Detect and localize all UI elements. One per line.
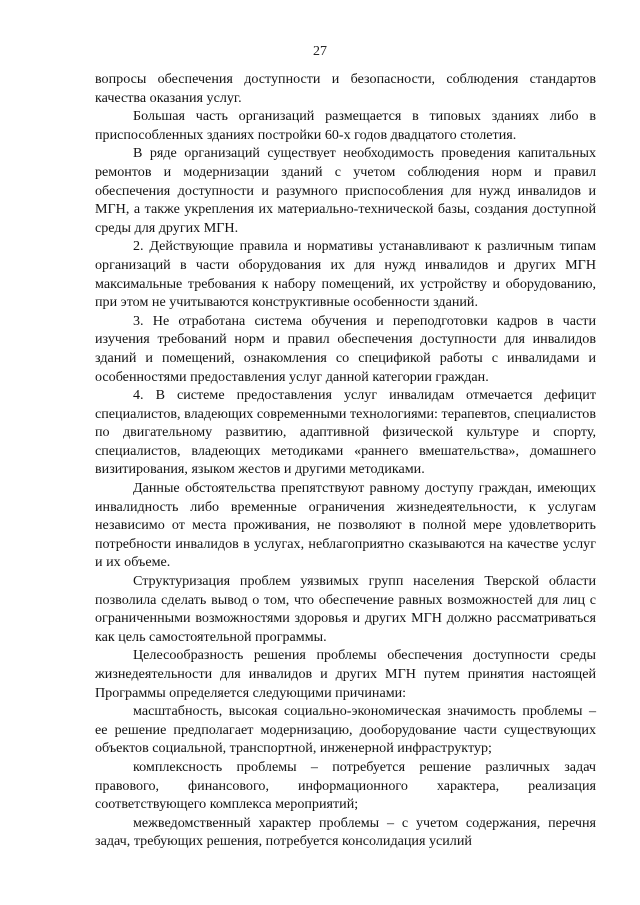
paragraph: Большая часть организаций размещается в типовых зданиях либо в приспособленных зданиях постройки 60-х годов двадцатого столетия.: [95, 108, 596, 143]
paragraph: 4. В системе предоставления услуг инвалидам отмечается дефицит специалистов, владеющих современными технологиями: терапевтов, специалистов по двигательному развитию, адаптивной физической культуре и спорту, специалистов, владеющих методиками «раннего вмешательства», домашнего визитирования, языком жестов и другими методиками.: [95, 387, 596, 478]
page-body: [95, 70, 596, 851]
paragraph: вопросы обеспечения доступности и безопасности, соблюдения стандартов качества оказания услуг.: [95, 71, 596, 106]
paragraph: Данные обстоятельства препятствуют равному доступу граждан, имеющих инвалидность либо временные ограничения жизнедеятельности, к услугам независимо от места проживания, не позволяют в полной мере удовлетворить потребности инвалидов в услугах, неблагоприятно сказываются на качестве услуг и их объеме.: [95, 480, 596, 571]
list-item: комплексность проблемы – потребуется решение различных задач правового, финансового, информационного характера, реализация соответствующего комплекса мероприятий;: [95, 758, 596, 813]
paragraph: Структуризация проблем уязвимых групп населения Тверской области позволила сделать вывод о том, что обеспечение равных возможностей для лиц с ограниченными возможностями здоровья и других МГН должно рассматриваться как цель самостоятельной программы.: [95, 573, 596, 645]
list-item: масштабность, высокая социально-экономическая значимость проблемы – ее решение предполагает модернизацию, дооборудование части существующих объектов социальной, транспортной, инженерной инфраструктур;: [95, 703, 596, 757]
list-item: межведомственный характер проблемы – с учетом содержания, перечня задач, требующих решения, потребуется консолидация усилий: [95, 814, 596, 850]
paragraph: 2. Действующие правила и нормативы устанавливают к различным типам организаций в части оборудования их для нужд инвалидов и других МГН максимальные требования к набору помещений, их устройству и оборудованию, при этом не учитываются конструктивные особенности зданий.: [95, 238, 596, 311]
page-number: 27: [313, 44, 327, 59]
paragraph: Целесообразность решения проблемы обеспечения доступности среды жизнедеятельности для инвалидов и других МГН путем принятия настоящей Программы определяется следующими причинами:: [95, 647, 596, 701]
paragraph: В ряде организаций существует необходимость проведения капитальных ремонтов и модернизации зданий с учетом соблюдения норм и правил обеспечения доступности и разумного приспособления для нужд инвалидов и МГН, а также укрепления их материально-технической базы, создания доступной среды для других МГН.: [95, 145, 596, 236]
paragraph: 3. Не отработана система обучения и переподготовки кадров в части изучения требований норм и правил обеспечения доступности для инвалидов зданий и помещений, ознакомления со спецификой работы с инвалидами и особенностями предоставления услуг данной категории граждан.: [95, 312, 596, 385]
